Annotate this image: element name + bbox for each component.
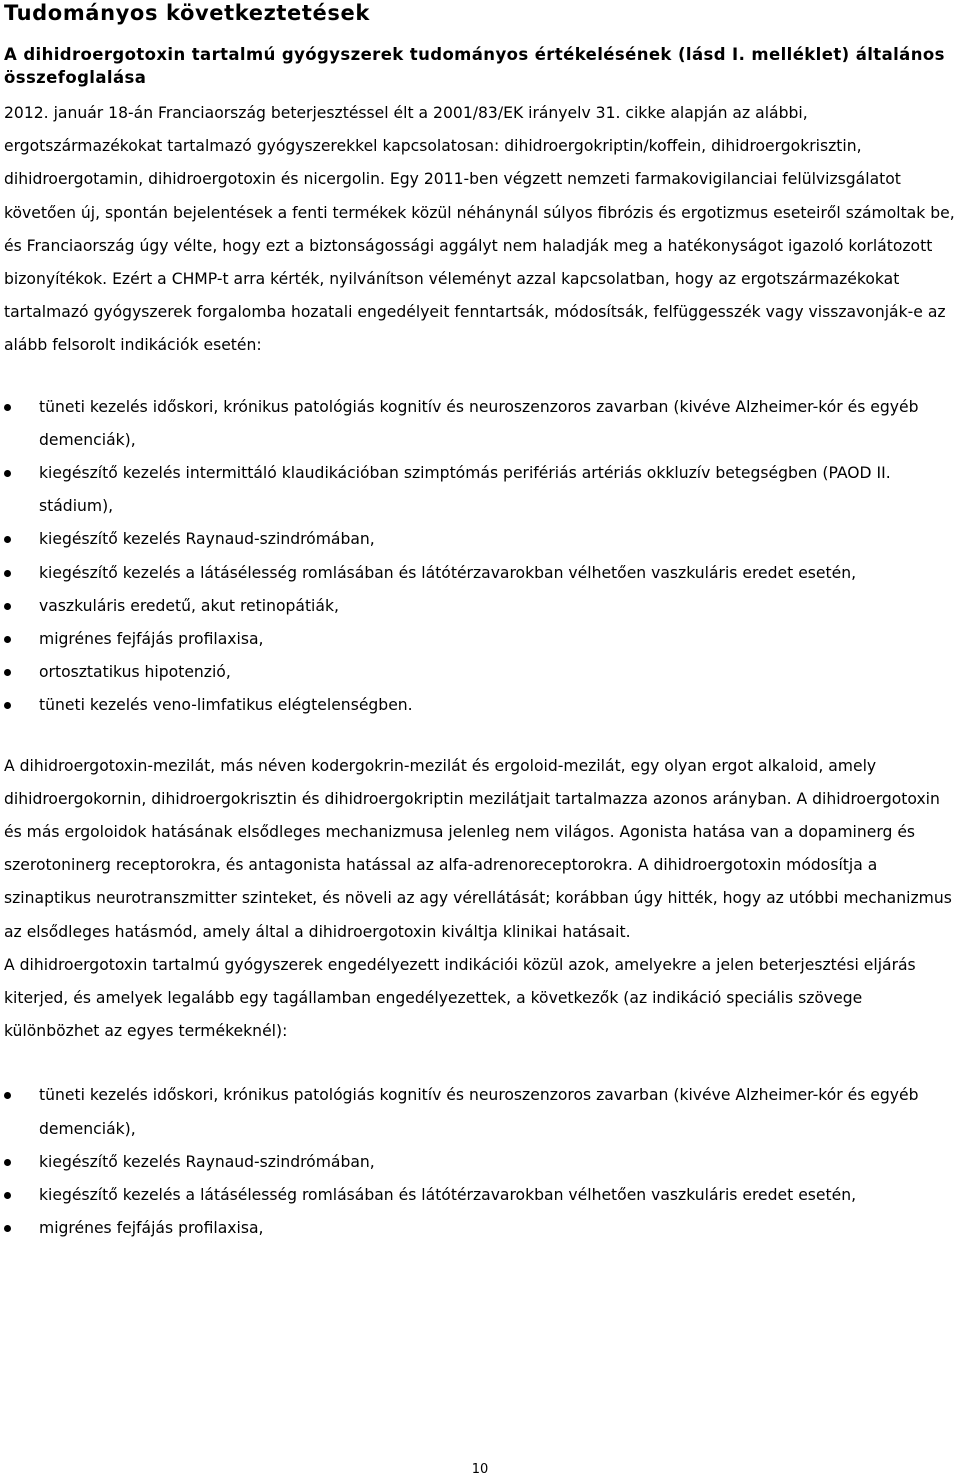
intro-paragraph: 2012. január 18-án Franciaország beterjesztéssel élt a 2001/83/EK irányelv 31. cikke alapján az alábbi, ergotszármazékokat tartalmazó gyógyszerekkel kapcsolatosan: dihidroergokriptin/koffein, dihidroergokrisztin, dihidroergotamin, dihidroergotoxin és nicergolin. Egy 2011-ben végzett nemzeti farmakovigilanciai felülvizsgálatot követően új, spontán bejelentések a fenti termékek közül néhánynál súlyos fibrózis és ergotizmus eseteiről számoltak be, és Franciaország úgy vélte, hogy ezt a biztonságossági aggályt nem haladják meg a hatékonyságot igazoló korlátozott bizonyítékok. Ezért a CHMP-t arra kérték, nyilvánítson véleményt azzal kapcsolatban, hogy az ergotszármazékokat tartalmazó gyógyszerek forgalomba hozatali engedélyeit fenntartsák, módosítsák, felfüggesszék vagy visszavonják-e az alább felsorolt indikációk esetén:: [4, 104, 955, 355]
list-item: kiegészítő kezelés a látásélesség romlásában és látótérzavarokban vélhetően vaszkuláris eredet esetén,: [4, 1179, 958, 1212]
list-item: tüneti kezelés időskori, krónikus patológiás kognitív és neuroszenzoros zavarban (kivéve Alzheimer-kór és egyéb demenciák),: [4, 1079, 958, 1145]
bullet-icon: [4, 404, 11, 411]
bullet-icon: [4, 1092, 11, 1099]
list-item: kiegészítő kezelés intermittáló klaudikációban szimptómás perifériás artériás okkluzív betegségben (PAOD II. stádium),: [4, 457, 958, 523]
list-item: vaszkuláris eredetű, akut retinopátiák,: [4, 590, 958, 623]
document-page: [4, 0, 958, 1246]
page-number: 10: [471, 1462, 489, 1477]
mechanism-paragraph: A dihidroergotoxin-mezilát, más néven kodergokrin-mezilát és ergoloid-mezilát, egy olyan ergot alkaloid, amely dihidroergokornin, dihidroergokrisztin és dihidroergokriptin mezilátjait tartalmazza azonos arányban. A dihidroergotoxin és más ergoloidok hatásának elsődleges mechanizmusa jelenleg nem világos. Agonista hatása van a dopaminerg és szerotoninerg receptorokra, és antagonista hatással az alfa-adrenoreceptorokra. A dihidroergotoxin módosítja a szinaptikus neurotranszmitter szinteket, és növeli az agy vérellátását; korábban úgy hitték, hogy az utóbbi mechanizmus az elsődleges hatásmód, amely által a dihidroergotoxin kiváltja klinikai hatásait.: [4, 756, 952, 941]
section-heading: A dihidroergotoxin tartalmú gyógyszerek tudományos értékelésének (lásd I. melléklet) általános összefoglalása: [4, 45, 945, 87]
list-item: migrénes fejfájás profilaxisa,: [4, 1212, 958, 1245]
list-item: tüneti kezelés veno-limfatikus elégtelenségben.: [4, 689, 958, 722]
bullet-icon: [4, 636, 11, 643]
bullet-icon: [4, 1225, 11, 1232]
bullet-icon: [4, 470, 11, 477]
list-item: kiegészítő kezelés a látásélesség romlásában és látótérzavarokban vélhetően vaszkuláris eredet esetén,: [4, 557, 958, 590]
bullet-icon: [4, 1192, 11, 1199]
bullet-icon: [4, 603, 11, 610]
indication-list-referral: [4, 391, 958, 723]
indications-paragraph: A dihidroergotoxin tartalmú gyógyszerek engedélyezett indikációi közül azok, amelyekre a jelen beterjesztési eljárás kiterjed, és amelyek legalább egy tagállamban engedélyezettek, a következők (az indikáció speciális szövege különbözhet az egyes termékeknél):: [4, 955, 916, 1041]
bullet-icon: [4, 570, 11, 577]
list-item: kiegészítő kezelés Raynaud-szindrómában,: [4, 523, 958, 556]
list-item: ortosztatikus hipotenzió,: [4, 656, 958, 689]
indication-list-authorised: [4, 1079, 958, 1245]
bullet-icon: [4, 536, 11, 543]
list-item: migrénes fejfájás profilaxisa,: [4, 623, 958, 656]
page-title: Tudományos következtetések: [4, 1, 370, 25]
bullet-icon: [4, 669, 11, 676]
list-item: kiegészítő kezelés Raynaud-szindrómában,: [4, 1146, 958, 1179]
bullet-icon: [4, 1159, 11, 1166]
bullet-icon: [4, 702, 11, 709]
list-item: tüneti kezelés időskori, krónikus patológiás kognitív és neuroszenzoros zavarban (kivéve Alzheimer-kór és egyéb demenciák),: [4, 391, 958, 457]
